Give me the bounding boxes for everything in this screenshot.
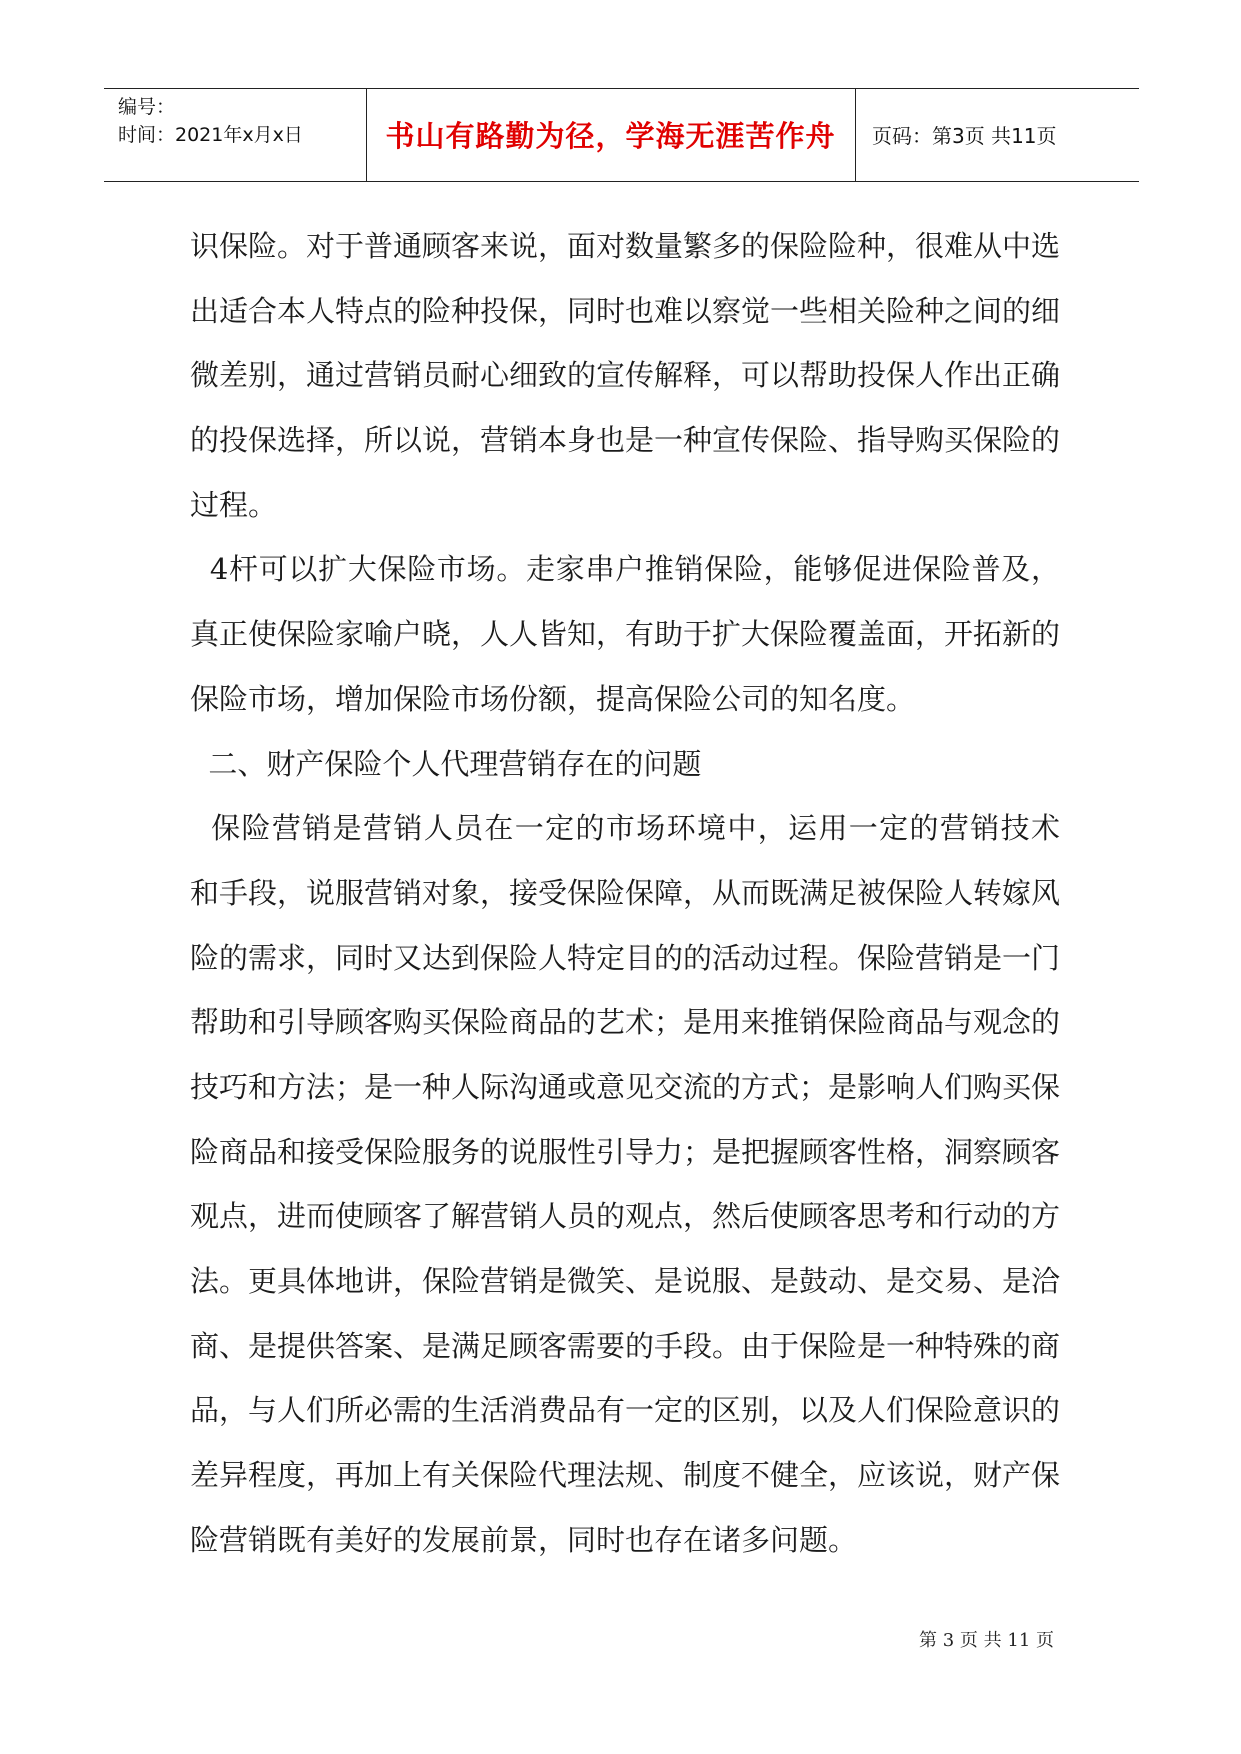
- text-line: 帮助和引导顾客购买保险商品的艺术；是用来推销保险商品与观念的: [190, 1005, 1061, 1040]
- text-line: 险营销既有美好的发展前景，同时也存在诸多问题。: [190, 1522, 858, 1557]
- text-line: 4杆可以扩大保险市场。走家串户推销保险，能够促进保险普及，: [190, 552, 1060, 587]
- text-line: 保险营销是营销人员在一定的市场环境中，运用一定的营销技术: [190, 811, 1060, 846]
- text-line: 过程。: [190, 487, 278, 522]
- header-meta: [118, 93, 303, 149]
- text-line: 识保险。对于普通顾客来说，面对数量繁多的保险险种，很难从中选: [190, 229, 1061, 263]
- document-time-label: 时间：2021年x月x日: [118, 124, 303, 146]
- text-line: 险商品和接受保险服务的说服性引导力；是把握顾客性格，洞察顾客: [190, 1134, 1061, 1169]
- text-line: 商、是提供答案、是满足顾客需要的手段。由于保险是一种特殊的商: [190, 1328, 1061, 1363]
- text-line: 微差别，通过营销员耐心细致的宣传解释，可以帮助投保人作出正确: [190, 358, 1061, 393]
- section-heading: 二、财产保险个人代理营销存在的问题: [190, 746, 702, 781]
- document-number-label: 编号：: [118, 96, 176, 118]
- text-line: 观点，进而使顾客了解营销人员的观点，然后使顾客思考和行动的方: [190, 1199, 1061, 1234]
- text-line: 险的需求，同时又达到保险人特定目的的活动过程。保险营销是一门: [190, 940, 1061, 975]
- text-line: 的投保选择，所以说，营销本身也是一种宣传保险、指导购买保险的: [190, 423, 1061, 458]
- page-footer: 第 3 页 共 11 页: [919, 1630, 1054, 1651]
- text-line: 技巧和方法；是一种人际沟通或意见交流的方式；是影响人们购买保: [190, 1069, 1061, 1104]
- header-motto: 书山有路勤为径，学海无涯苦作舟: [385, 119, 836, 153]
- header-divider: [855, 89, 856, 181]
- page-header: [104, 88, 1139, 182]
- text-line: 真正使保险家喻户晓，人人皆知，有助于扩大保险覆盖面，开拓新的: [190, 617, 1061, 652]
- text-line: 法。更具体地讲，保险营销是微笑、是说服、是鼓动、是交易、是洽: [190, 1264, 1061, 1298]
- text-line: 保险市场，增加保险市场份额，提高保险公司的知名度。: [190, 681, 916, 716]
- header-page-info: 页码：第3页 共11页: [872, 124, 1057, 148]
- text-line: 差异程度，再加上有关保险代理法规、制度不健全，应该说，财产保: [190, 1458, 1061, 1493]
- text-line: 和手段，说服营销对象，接受保险保障，从而既满足被保险人转嫁风: [190, 875, 1061, 910]
- text-line: 品，与人们所必需的生活消费品有一定的区别，以及人们保险意识的: [190, 1393, 1061, 1428]
- text-line: 出适合本人特点的险种投保，同时也难以察觉一些相关险种之间的细: [190, 293, 1061, 328]
- document-body: [190, 214, 1060, 1572]
